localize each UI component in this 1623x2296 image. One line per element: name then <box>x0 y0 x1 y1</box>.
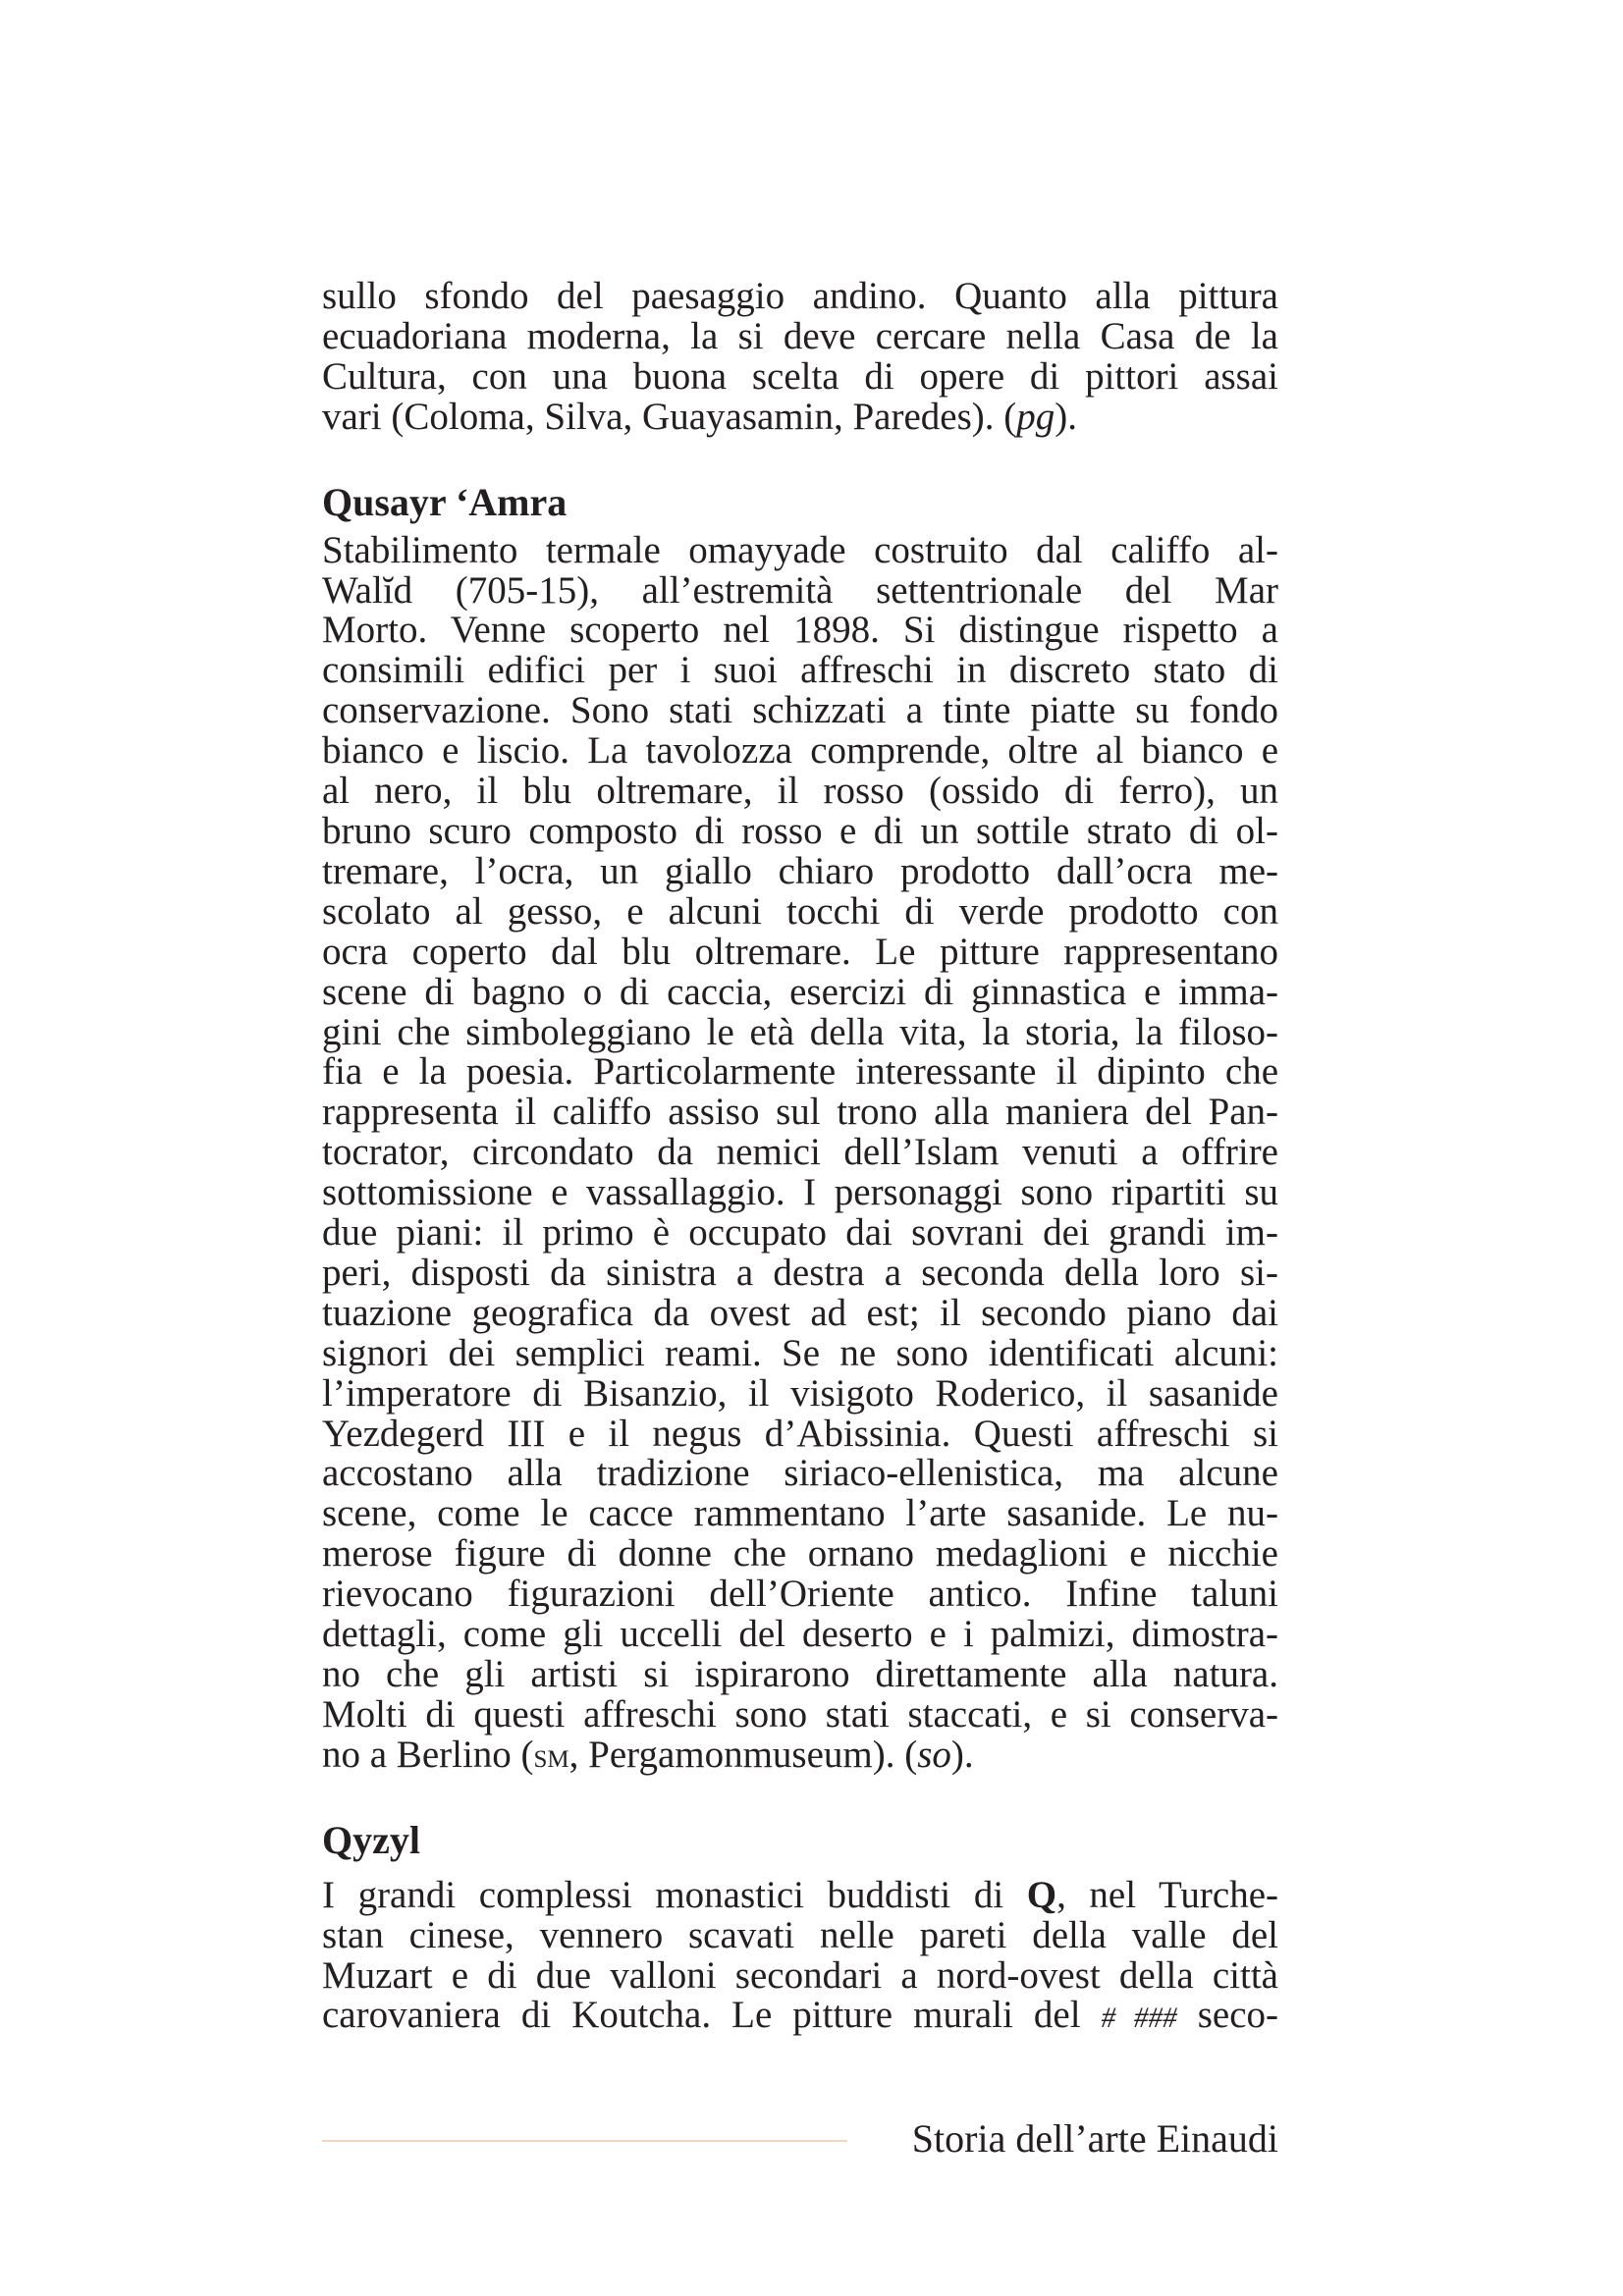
text-line: conservazione. Sono stati schizzati a tinte piatte su fondo <box>322 689 1278 732</box>
text-line: no che gli artisti si ispirarono direttamente alla natura. <box>322 1653 1278 1695</box>
text-fragment: ). <box>950 1733 974 1776</box>
text-line: ocra coperto dal blu oltremare. Le pitture rappresentano <box>322 930 1278 973</box>
entry-heading-qyzyl: Qyzyl <box>322 1817 420 1862</box>
text-fragment: , Pergamonmuseum). ( <box>568 1733 918 1776</box>
intro-paragraph <box>322 277 1278 438</box>
century-placeholder: # ### <box>1101 2002 1177 2035</box>
text-fragment: ). <box>1055 395 1077 438</box>
text-line: gini che simboleggiano le età della vita, la storia, la filoso- <box>322 1010 1278 1053</box>
text-line: Yezdegerd III e il negus d’Abissinia. Questi affreschi si <box>322 1412 1278 1455</box>
text-line: bruno scuro composto di rosso e di un sottile strato di ol- <box>322 809 1278 852</box>
text-fragment: seco- <box>1176 1994 1279 2037</box>
text-fragment: vari (Coloma, Silva, Guayasamin, Paredes). ( <box>322 395 1017 438</box>
text-line: due piani: il primo è occupato dai sovrani dei grandi im- <box>322 1211 1278 1255</box>
text-line: tremare, l’ocra, un giallo chiaro prodotto dall’ocra me- <box>322 849 1278 892</box>
text-line: scolato al gesso, e alcuni tocchi di verde prodotto con <box>322 889 1278 933</box>
text-line <box>322 1873 1278 1916</box>
text-line: Walĭd (705-15), all’estremità settentrionale del Mar <box>322 568 1278 612</box>
text-fragment: no a Berlino ( <box>322 1733 534 1776</box>
text-line: Cultura, con una buona scelta di opere di pittori assai <box>322 354 1278 398</box>
text-line <box>322 1996 1278 2039</box>
text-line: tocrator, circondato da nemici dell’Islam venuti a offrire <box>322 1131 1278 1174</box>
author-initials: pg <box>1016 395 1055 438</box>
text-line: merose figure di donne che ornano medaglioni e nicchie <box>322 1532 1278 1575</box>
text-line <box>322 1735 1278 1776</box>
text-line: sullo sfondo del paesaggio andino. Quanto alla pittura <box>322 275 1278 317</box>
text-line: Stabilimento termale omayyade costruito dal califfo al- <box>322 528 1278 571</box>
text-line: l’imperatore di Bisanzio, il visigoto Roderico, il sasanide <box>322 1371 1278 1415</box>
text-line: rappresenta il califfo assiso sul trono alla maniera del Pan- <box>322 1091 1278 1134</box>
text-line: rievocano figurazioni dell’Oriente antico. Infine taluni <box>322 1573 1278 1616</box>
museum-abbreviation: sm <box>533 1735 569 1775</box>
text-line: peri, disposti da sinistra a destra a seconda della loro si- <box>322 1251 1278 1294</box>
entry-heading-qusayr-amra: Qusayr ‘Amra <box>322 479 568 524</box>
text-line: accostano alla tradizione siriaco-ellenistica, ma alcune <box>322 1452 1278 1495</box>
text-fragment: carovaniera di Koutcha. Le pitture murali del <box>322 1994 1102 2037</box>
text-line: Morto. Venne scoperto nel 1898. Si distingue rispetto a <box>322 609 1278 652</box>
text-line: fia e la poesia. Particolarmente interessante il dipinto che <box>322 1050 1278 1094</box>
text-line: sottomissione e vassallaggio. I personaggi sono ripartiti su <box>322 1171 1278 1214</box>
text-line: scene di bagno o di caccia, esercizi di ginnastica e imma- <box>322 970 1278 1013</box>
text-line: Molti di questi affreschi sono stati staccati, e si conserva- <box>322 1692 1278 1735</box>
entry-body-qyzyl <box>322 1873 1279 2040</box>
text-line: dettagli, come gli uccelli del deserto e i palmizi, dimostra- <box>322 1613 1278 1656</box>
text-line: bianco e liscio. La tavolozza comprende, oltre al bianco e <box>322 729 1278 773</box>
text-line: consimili edifici per i suoi affreschi in discreto stato di <box>322 649 1278 692</box>
text-line: Muzart e di due valloni secondari a nord-ovest della città <box>322 1953 1278 1997</box>
text-line: tuazione geografica da ovest ad est; il secondo piano dai <box>322 1291 1278 1334</box>
entry-abbreviation: Q <box>1026 1873 1057 1916</box>
page-footer <box>322 2114 1278 2163</box>
text-fragment: I grandi complessi monastici buddisti di <box>322 1873 1027 1916</box>
text-line: signori dei semplici reami. Se ne sono identificati alcuni: <box>322 1331 1278 1374</box>
page-body <box>322 277 1278 2039</box>
text-line: al nero, il blu oltremare, il rosso (ossido di ferro), un <box>322 770 1278 813</box>
text-line: stan cinese, vennero scavati nelle pareti della valle del <box>322 1913 1278 1956</box>
footer-publication-title: Storia dell’arte Einaudi <box>911 2116 1278 2161</box>
author-initials: so <box>917 1733 951 1776</box>
text-line <box>322 395 1278 438</box>
text-line: ecuadoriana moderna, la si deve cercare nella Casa de la <box>322 314 1278 357</box>
text-line: scene, come le cacce rammentano l’arte sasanide. Le nu- <box>322 1492 1278 1535</box>
entry-body-qusayr-amra <box>322 528 1278 1776</box>
text-fragment: , nel Turche- <box>1056 1873 1278 1916</box>
footer-rule <box>322 2140 847 2142</box>
